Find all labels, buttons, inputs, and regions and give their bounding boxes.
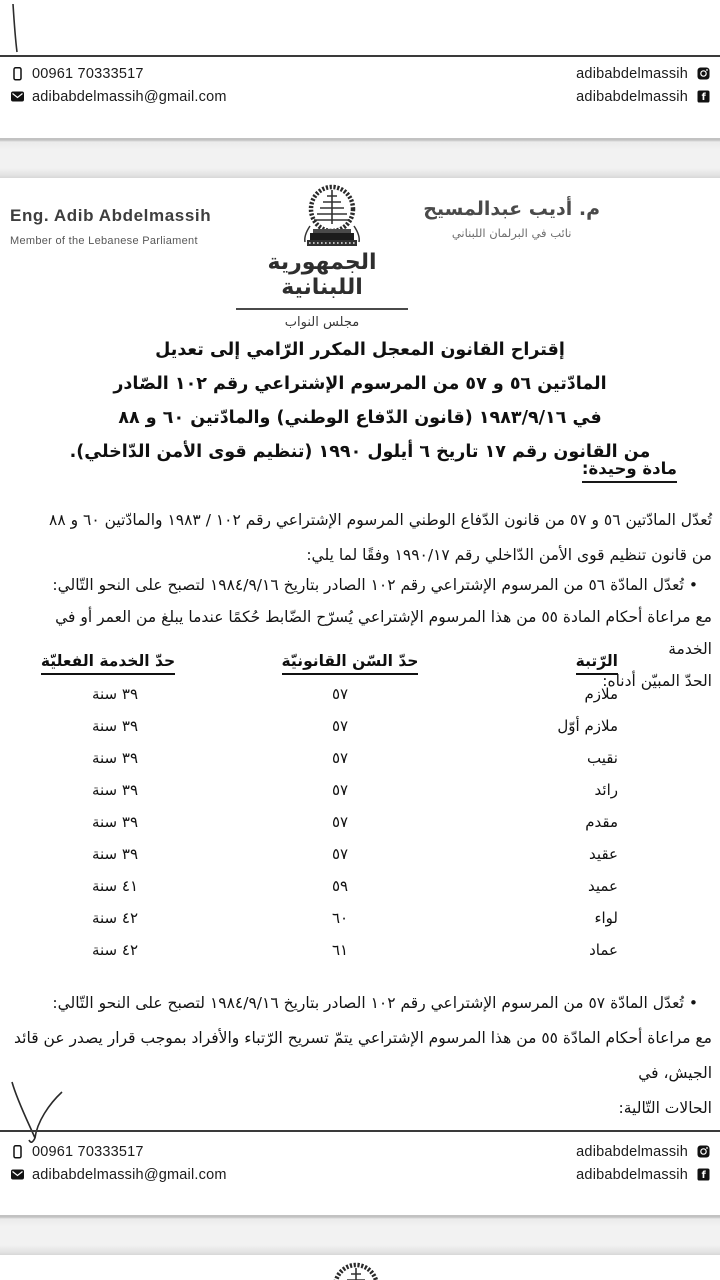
table-cell-age: ٥٧ xyxy=(331,749,349,767)
phone-icon xyxy=(10,67,24,81)
instagram-line xyxy=(576,1140,710,1163)
table-cell-service: ٣٩ سنة xyxy=(91,685,139,703)
republic-block xyxy=(232,250,412,330)
facebook-handle: adibabdelmassih xyxy=(576,88,688,105)
table-cell-age: ٦١ xyxy=(331,941,349,959)
table-cell-service: ٣٩ سنة xyxy=(91,781,139,799)
signature-mark xyxy=(2,1080,92,1146)
paragraph-3 xyxy=(8,986,712,1126)
table-cell-age: ٥٧ xyxy=(331,845,349,863)
page-separator xyxy=(0,1215,720,1255)
footer-divider xyxy=(0,55,720,57)
letterhead-arabic xyxy=(423,198,600,240)
facebook-icon xyxy=(696,1168,710,1182)
paragraph-line: مع مراعاة أحكام المادّة ٥٥ من هذا المرسوم الإشتراعي يتمّ تسريح الرّتباء والأفراد بموجب قرار يصدر عن قائد الجيش، في xyxy=(14,1029,712,1082)
member-title-arabic: نائب في البرلمان اللبناني xyxy=(451,226,572,240)
title-line: في ١٩٨٣/٩/١٦ (قانون الدّفاع الوطني) والمادّتين ٦٠ و ٨٨ xyxy=(118,408,602,428)
contact-strip-bottom xyxy=(0,1140,720,1186)
paragraph-line: مع مراعاة أحكام المادة ٥٥ من هذا المرسوم الإشتراعي يُسرّح الضّابط حُكمًا عندما يبلغ من العمر أو في الخدمة xyxy=(55,608,712,658)
table-cell-age: ٥٩ xyxy=(331,877,349,895)
instagram-line xyxy=(576,62,710,85)
table-cell-rank: رائد xyxy=(594,781,618,799)
member-title-english: Member of the Lebanese Parliament xyxy=(10,235,198,247)
paragraph-line: تُعدّل المادّتين ٥٦ و ٥٧ من قانون الدّفاع الوطني المرسوم الإشتراعي رقم ١٠٢ / ١٩٨٣ والمادّتين ٦٠ و ٨٨ xyxy=(49,511,712,529)
member-name-arabic: م. أديب عبدالمسيح xyxy=(423,198,600,220)
table-cell-age: ٥٧ xyxy=(331,813,349,831)
contact-left xyxy=(10,1140,227,1186)
section-heading: مادة وحيدة: xyxy=(582,459,677,483)
title-line: إقتراح القانون المعجل المكرر الرّامي إلى تعديل xyxy=(155,340,565,360)
contact-right xyxy=(576,62,710,108)
phone-line xyxy=(10,62,227,85)
instagram-icon xyxy=(696,1145,710,1159)
phone-line xyxy=(10,1140,227,1163)
email-icon xyxy=(10,1168,24,1182)
table-cell-service: ٣٩ سنة xyxy=(91,749,139,767)
facebook-line xyxy=(576,1163,710,1186)
table-cell-service: ٣٩ سنة xyxy=(91,717,139,735)
contact-right xyxy=(576,1140,710,1186)
document-page xyxy=(0,178,720,1215)
table-cell-service: ٤٢ سنة xyxy=(91,941,139,959)
member-name-english: Eng. Adib Abdelmassih xyxy=(10,206,212,225)
signature-stroke xyxy=(4,2,24,54)
paragraph-line: الحدّ المبيّن أدناه: xyxy=(602,672,712,690)
table-cell-rank: نقيب xyxy=(586,749,618,767)
table-cell-age: ٥٧ xyxy=(331,717,349,735)
svg-text:f: f xyxy=(701,1170,706,1181)
footer-divider xyxy=(0,1130,720,1132)
facebook-line xyxy=(576,85,710,108)
next-document-page xyxy=(0,1255,720,1280)
table-cell-rank: عقيد xyxy=(589,845,618,863)
table-cell-rank: ملازم أوّل xyxy=(557,717,618,735)
facebook-handle: adibabdelmassih xyxy=(576,1166,688,1183)
table-cell-age: ٥٧ xyxy=(331,685,349,703)
table-cell-service: ٣٩ سنة xyxy=(91,845,139,863)
republic-underline xyxy=(236,308,408,310)
table-cell-rank: مقدم xyxy=(585,813,618,831)
table-cell-age: ٥٧ xyxy=(331,781,349,799)
paragraph-line: • تُعدّل المادّة ٥٦ من المرسوم الإشتراعي رقم ١٠٢ الصادر بتاريخ ١٩٨٤/٩/١٦ لتصبح على النحو التّالي: xyxy=(52,576,698,594)
instagram-handle: adibabdelmassih xyxy=(576,65,688,82)
table-cell-rank: عماد xyxy=(589,941,618,959)
phone-icon xyxy=(10,1145,24,1159)
email-address: adibabdelmassih@gmail.com xyxy=(32,1166,227,1183)
parliament-label: مجلس النواب xyxy=(284,315,360,330)
table-header-legal-age: حدّ السّن القانونيّة xyxy=(270,652,430,675)
paragraph-line: الحالات التّالية: xyxy=(618,1099,712,1117)
table-header-rank: الرّتبة xyxy=(576,652,618,675)
table-cell-service: ٤٢ سنة xyxy=(91,909,139,927)
parliament-emblem xyxy=(320,1262,392,1280)
paragraph-line: من قانون تنظيم قوى الأمن الدّاخلي رقم ١٩٩٠/١٧ وفقًا لما يلي: xyxy=(306,546,712,564)
email-line xyxy=(10,1163,227,1186)
table-cell-service: ٣٩ سنة xyxy=(91,813,139,831)
paragraph-2 xyxy=(8,569,712,697)
table-cell-service: ٤١ سنة xyxy=(91,877,139,895)
table-header-service: حدّ الخدمة الفعليّة xyxy=(30,652,186,675)
paragraph-1 xyxy=(8,503,712,573)
table-cell-rank: لواء xyxy=(594,909,618,927)
parliament-emblem xyxy=(296,184,368,252)
contact-left xyxy=(10,62,227,108)
table-cell-rank: عميد xyxy=(587,877,618,895)
page-separator xyxy=(0,138,720,178)
email-icon xyxy=(10,90,24,104)
contact-strip-top xyxy=(0,62,720,108)
table-cell-age: ٦٠ xyxy=(331,909,349,927)
instagram-handle: adibabdelmassih xyxy=(576,1143,688,1160)
phone-number: 00961 70333517 xyxy=(32,1143,144,1160)
title-line: المادّتين ٥٦ و ٥٧ من المرسوم الإشتراعي رقم ١٠٢ الصّادر xyxy=(113,374,607,394)
svg-text:f: f xyxy=(701,92,706,103)
phone-number: 00961 70333517 xyxy=(32,65,144,82)
instagram-icon xyxy=(696,67,710,81)
email-line xyxy=(10,85,227,108)
republic-title: الجمهورية اللبنانية xyxy=(267,250,377,300)
facebook-icon xyxy=(696,90,710,104)
letterhead-english xyxy=(10,206,211,247)
title-line: من القانون رقم ١٧ تاريخ ٦ أيلول ١٩٩٠ (تنظيم قوى الأمن الدّاخلي). xyxy=(69,442,651,462)
email-address: adibabdelmassih@gmail.com xyxy=(32,88,227,105)
paragraph-line: • تُعدّل المادّة ٥٧ من المرسوم الإشتراعي رقم ١٠٢ الصادر بتاريخ ١٩٨٤/٩/١٦ لتصبح على النحو التّالي: xyxy=(52,994,698,1012)
document-title xyxy=(60,333,660,469)
table-cell-rank: ملازم xyxy=(584,685,618,703)
